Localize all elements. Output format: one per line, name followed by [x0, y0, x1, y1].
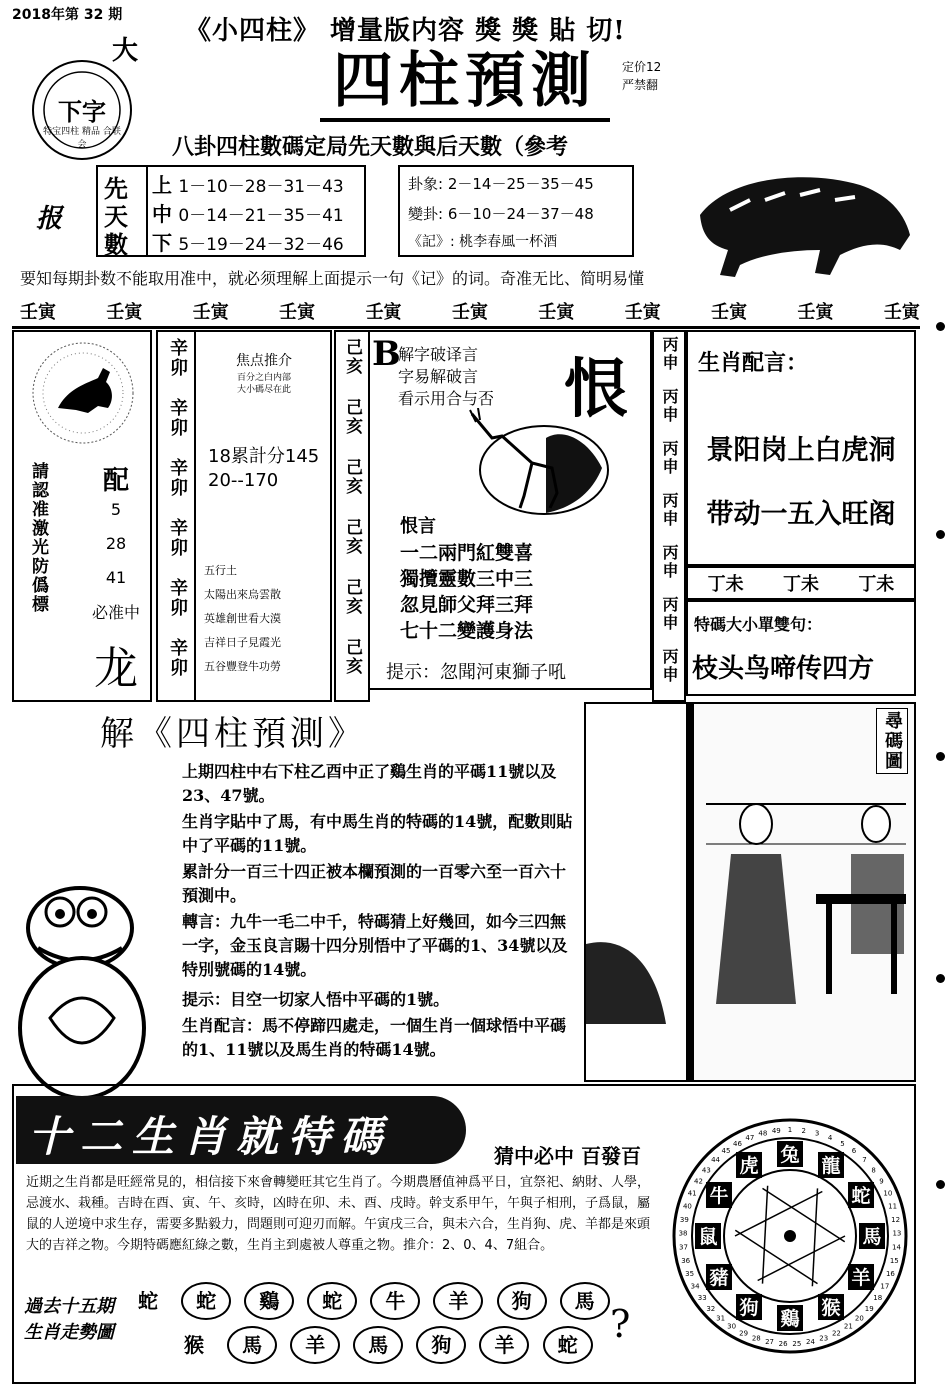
wheel-number: 47	[745, 1133, 755, 1142]
renyin-row	[20, 298, 920, 324]
wheel-zodiac-label: 馬	[862, 1226, 882, 1248]
bottom-slogan: 猜中必中 百發百	[494, 1144, 641, 1168]
wheel-number: 6	[851, 1147, 857, 1156]
focus-range: 20--170	[208, 470, 279, 491]
wheel-number: 8	[871, 1166, 876, 1175]
jihai-column	[334, 330, 370, 702]
scene-illustration	[586, 704, 914, 1080]
jie-paragraph-1: 上期四柱中右下柱乙酉中正了鷄生肖的平碼11號以及23、47號。	[182, 762, 557, 805]
tiger-illustration	[690, 155, 920, 280]
wheel-number: 38	[678, 1229, 688, 1238]
wheel-number: 12	[891, 1215, 901, 1224]
wheel-zodiac-label: 羊	[851, 1267, 871, 1289]
gua-nums-2: 6－10－24－37－48	[447, 205, 594, 223]
bingshen-2: 丙申	[660, 388, 679, 424]
zodiac-row2-item-1: 猴	[184, 1333, 204, 1357]
wheel-number: 13	[892, 1229, 902, 1238]
wheel-zodiac-label: 豬	[709, 1267, 729, 1289]
jie-paragraph-5: 提示：目空一切家人悟中平碼的1號。	[182, 990, 450, 1009]
special-title: 特碼大小單雙句：	[694, 615, 823, 634]
ji-line: 《記》: 桃李春風一杯酒	[408, 234, 558, 250]
wheel-zodiac-label: 兔	[780, 1144, 800, 1166]
focus-panel	[196, 330, 332, 702]
wheel-number: 23	[819, 1334, 829, 1343]
wheel-number: 44	[711, 1156, 721, 1165]
xinmao-2: 辛卯	[167, 398, 188, 438]
verify-text: 請認准激光防僞標	[28, 462, 48, 614]
table-row-middle	[152, 198, 344, 227]
main-title: 四柱預測	[333, 46, 597, 116]
wheel-number: 11	[888, 1202, 898, 1211]
zodiac-row2-item-2: 馬	[227, 1326, 277, 1364]
renyin-11: 壬寅	[883, 302, 920, 323]
b-letter: B	[372, 334, 401, 374]
scan-dot-1	[936, 322, 945, 331]
b-line-2: 字易解破言	[398, 367, 479, 386]
top-banner: 《小四柱》 增量版内容 獎 獎 貼 切!	[185, 16, 626, 46]
jie-paragraph-3: 累計分一百三十四正被本欄預測的一百零六至一百六十預測中。	[182, 862, 567, 905]
bingshen-7: 丙申	[660, 648, 679, 684]
wheel-number: 3	[814, 1129, 820, 1138]
hen-line-3: 忽見師父拜三拜	[400, 594, 534, 616]
renyin-10: 壬寅	[797, 302, 834, 323]
zodiac-row1-item-5: 牛	[370, 1282, 420, 1320]
row-pos-middle: 中	[152, 202, 172, 226]
bingshen-5: 丙申	[660, 544, 679, 580]
wheel-number: 22	[831, 1329, 841, 1338]
bottom-banner: 十二生肖就特碼	[28, 1112, 393, 1161]
focus-sub-2: 大小碼尽在此	[236, 385, 291, 395]
wheel-number: 10	[883, 1189, 893, 1198]
wheel-zodiac-label: 龍	[821, 1154, 841, 1177]
scene-sign: 尋碼圖	[876, 708, 908, 774]
renyin-1: 壬寅	[20, 302, 56, 323]
wheel-number: 2	[801, 1126, 806, 1135]
zodiac-saying-title: 生肖配言：	[698, 350, 809, 376]
zodiac-row1-item-7: 狗	[497, 1282, 547, 1320]
bingshen-1: 丙申	[660, 336, 679, 372]
horse-emblem	[28, 338, 138, 448]
jihai-2: 己亥	[342, 398, 362, 436]
xinmao-4: 辛卯	[167, 518, 188, 558]
zodiac-saying-box	[686, 330, 916, 566]
dingwei-row	[686, 566, 916, 600]
zodiac-row-2	[184, 1326, 597, 1364]
scan-dot-2	[936, 530, 945, 539]
corner-char-top: 大	[112, 36, 139, 66]
wheel-zodiac-label: 虎	[739, 1154, 759, 1177]
wuxing-line-4: 五谷豐登牛功勞	[204, 660, 281, 673]
wheel-number: 18	[873, 1294, 883, 1303]
renyin-3: 壬寅	[192, 302, 229, 323]
jihai-5: 己亥	[342, 578, 362, 616]
stamp-center-text: 下字	[58, 97, 106, 126]
price-text-2: 严禁翻	[622, 78, 659, 92]
hen-hint: 提示：忽聞河東獅子吼	[386, 662, 566, 683]
wheel-number: 32	[706, 1304, 716, 1313]
deer-illustration	[462, 408, 612, 518]
notice-line: 要知每期卦数不能取用准中，就必须理解上面提示一句《记》的词。奇准无比、简明易懂	[20, 269, 645, 288]
wheel-number: 35	[685, 1269, 695, 1278]
dingwei-1: 丁未	[707, 574, 744, 595]
zodiac-row2-item-5: 狗	[416, 1326, 466, 1364]
wheel-number: 31	[716, 1314, 726, 1323]
xinmao-3: 辛卯	[167, 458, 188, 498]
wheel-number: 46	[733, 1139, 742, 1148]
wheel-number: 7	[862, 1156, 867, 1165]
b-section	[370, 330, 652, 690]
long-char: 龙	[94, 643, 138, 694]
bingshen-4: 丙申	[660, 492, 679, 528]
zodiac-row2-item-6: 羊	[479, 1326, 529, 1364]
b-line-3: 看示用合与否	[398, 389, 495, 408]
zodiac-row1-item-4: 蛇	[307, 1282, 357, 1320]
dingwei-3: 丁未	[858, 574, 895, 595]
row-pos-upper: 上	[152, 173, 172, 197]
past-label-1: 過去十五期	[24, 1296, 114, 1317]
pei-number-2: 28	[105, 534, 127, 553]
hen-title: 恨言	[400, 516, 436, 537]
renyin-8: 壬寅	[624, 302, 661, 323]
zodiac-row1-item-3: 鷄	[244, 1282, 294, 1320]
focus-sub-1: 百分之白内部	[236, 373, 291, 383]
wheel-number: 9	[879, 1177, 884, 1186]
gua-box	[398, 165, 634, 257]
bingshen-6: 丙申	[660, 596, 679, 632]
zodiac-row2-item-4: 馬	[353, 1326, 403, 1364]
title-underline	[320, 118, 610, 122]
row-nums-upper: 1－10－28－31－43	[178, 177, 344, 197]
jie-title: 解《四柱預測》	[100, 714, 366, 754]
wheel-number: 24	[805, 1338, 815, 1347]
gua-row-2: 變卦: 6－10－24－37－48	[408, 205, 594, 223]
zodiac-row1-item-6: 羊	[433, 1282, 483, 1320]
wuxing-line-3: 吉祥日子見霞光	[204, 636, 281, 649]
wheel-number: 48	[758, 1129, 768, 1138]
wheel-number: 49	[771, 1126, 781, 1135]
wheel-number: 17	[880, 1282, 890, 1291]
zodiac-wheel	[670, 1116, 910, 1356]
wheel-number: 36	[681, 1256, 691, 1265]
wheel-number: 1	[787, 1126, 793, 1134]
divider-top	[12, 326, 920, 329]
gua-label-1: 卦象	[408, 175, 439, 193]
wheel-number: 37	[679, 1243, 688, 1252]
wheel-zodiac-label: 猴	[821, 1297, 841, 1320]
zodiac-row2-item-3: 羊	[290, 1326, 340, 1364]
wheel-number: 5	[840, 1139, 845, 1148]
focus-score: 18累計分145	[208, 446, 320, 467]
wheel-number: 30	[727, 1322, 737, 1331]
xinmao-1: 辛卯	[167, 338, 188, 378]
wheel-number: 41	[687, 1189, 697, 1198]
wheel-zodiac-label: 狗	[739, 1297, 759, 1320]
scan-dot-3	[936, 752, 945, 761]
scan-dot-4	[936, 974, 945, 983]
wheel-center	[784, 1230, 796, 1242]
wheel-number: 34	[690, 1282, 700, 1291]
scene-picture	[584, 702, 916, 1082]
renyin-2: 壬寅	[106, 302, 143, 323]
wheel-number: 15	[889, 1256, 899, 1265]
focus-title: 焦点推介	[236, 353, 292, 369]
wuxing-line-2: 英雄創世看大漠	[204, 612, 281, 625]
wheel-number: 26	[778, 1339, 788, 1348]
left-panel	[12, 330, 152, 702]
jie-paragraph-6: 生肖配言：馬不停蹄四處走，一個生肖一個球悟中平碼的1、11號以及馬生肖的特碼14號。	[182, 1016, 567, 1059]
gua-row-1: 卦象: 2－14－25－35－45	[408, 175, 594, 193]
wheel-zodiac-label: 鼠	[698, 1226, 718, 1248]
gua-nums-1: 2－14－25－35－45	[447, 175, 594, 193]
renyin-4: 壬寅	[279, 302, 316, 323]
jihai-1: 己亥	[342, 338, 362, 376]
row-nums-middle: 0－14－21－35－41	[178, 206, 344, 226]
wheel-number: 27	[765, 1338, 775, 1347]
wheel-number: 14	[892, 1243, 901, 1252]
official-stamp	[32, 60, 132, 160]
bingshen-3: 丙申	[660, 440, 679, 476]
wheel-number: 42	[694, 1177, 703, 1186]
jihai-6: 己亥	[342, 638, 362, 676]
row-nums-lower: 5－19－24－32－46	[178, 235, 344, 255]
bingshen-column	[652, 330, 686, 702]
hen-line-2: 獨攬靈數三中三	[400, 568, 534, 590]
wheel-zodiac-label: 鷄	[780, 1308, 800, 1330]
wheel-number: 28	[751, 1334, 761, 1343]
pei-number-1: 5	[110, 500, 122, 519]
zodiac-row1-item-8: 馬	[560, 1282, 610, 1320]
zodiac-saying-line-1: 景阳岗上白虎洞	[706, 435, 896, 466]
pei-number-3: 41	[105, 568, 127, 587]
jie-paragraph-4: 轉言：九牛一毛二中千，特碼猜上好幾回，如今三四無一字，金玉良言賜十四分別悟中了平碼的1、34號以及特別號碼的14號。	[182, 912, 568, 979]
subtitle: 八卦四柱數碼定局先天數與后天數（參考	[172, 134, 569, 160]
bottom-paragraph: 近期之生肖都是旺經常見的，相信接下來會轉變旺其它生肖了。今期農曆值神爲平日，宜祭祀、納財、人學，忌渡水、栽種。吉時在酉、寅、午、亥時，凶時在卯、未、酉、戌時。幹支系甲午，午與子相刑，子爲鼠，屬鼠的人逆境中求生存，需要多點毅力，問題則可迎刃而解。午寅戌三合，與未六合，生肖狗、虎、羊都是來頭大的吉祥之物。今期特碼應紅綠之數，生肖主到處被人尊重之物。推介：2、0、4、7組合。	[26, 1175, 651, 1253]
wheel-number: 21	[843, 1322, 853, 1331]
scan-dot-5	[936, 1180, 945, 1189]
zodiac-row2-item-7: 蛇	[543, 1326, 593, 1364]
renyin-9: 壬寅	[711, 302, 748, 323]
bizhun-text: 必准中	[91, 603, 140, 622]
zodiac-saying-line-2: 带动一五入旺阁	[706, 499, 896, 530]
bottom-section	[12, 1084, 916, 1384]
price-text-1: 定价12	[622, 60, 662, 74]
b-line-1: 解字破译言	[398, 345, 479, 364]
hen-line-1: 一二兩門紅雙喜	[400, 542, 534, 564]
row-pos-lower: 下	[152, 231, 172, 255]
side-label-tian: 天	[104, 202, 128, 231]
renyin-6: 壬寅	[451, 302, 488, 323]
stamp-ring-text: 特宝四柱 精品 合联会	[43, 127, 121, 150]
dingwei-2: 丁未	[782, 574, 819, 595]
special-code-box	[686, 600, 916, 696]
issue-label: 2018年第 32 期	[12, 7, 123, 23]
renyin-5: 壬寅	[365, 302, 402, 323]
special-line: 枝头鸟啼传四方	[692, 654, 875, 684]
table-row-upper	[152, 169, 344, 198]
jihai-3: 己亥	[342, 458, 362, 496]
zodiac-row1-item-2: 蛇	[181, 1282, 231, 1320]
side-label-shu: 數	[104, 230, 128, 259]
xinmao-5: 辛卯	[167, 578, 188, 618]
wheel-number: 25	[792, 1339, 802, 1348]
pei-label: 配	[102, 466, 129, 496]
xinmao-6: 辛卯	[167, 638, 188, 678]
wheel-number: 45	[721, 1147, 731, 1156]
wheel-number: 29	[739, 1329, 749, 1338]
jihai-4: 己亥	[342, 518, 362, 556]
gua-label-2: 變卦	[408, 205, 439, 223]
xinmao-column	[156, 330, 196, 702]
wuxing-line-1: 太陽出來烏雲散	[204, 588, 281, 601]
wheel-number: 20	[854, 1314, 864, 1323]
wheel-number: 43	[701, 1166, 711, 1175]
question-mark: ?	[610, 1302, 631, 1346]
zodiac-row-1	[138, 1282, 614, 1320]
wheel-number: 4	[827, 1133, 833, 1142]
wheel-zodiac-label: 牛	[709, 1185, 729, 1207]
corner-char-bottom: 报	[36, 204, 63, 234]
hen-line-4: 七十二變護身法	[400, 620, 534, 642]
wheel-zodiac-label: 蛇	[851, 1185, 871, 1207]
jie-paragraph-2: 生肖字貼中了馬，有中馬生肖的特碼的14號，配數則貼中了平碼的11號。	[182, 812, 573, 855]
past-label-2: 生肖走勢圖	[24, 1322, 114, 1343]
renyin-7: 壬寅	[538, 302, 575, 323]
number-table	[96, 165, 366, 257]
hen-big-char: 恨	[564, 352, 628, 427]
wheel-number: 39	[679, 1215, 689, 1224]
table-row-lower	[152, 227, 344, 256]
wheel-number: 33	[697, 1294, 707, 1303]
wheel-number: 16	[885, 1269, 895, 1278]
zodiac-row1-item-1: 蛇	[138, 1289, 158, 1313]
side-label-xian: 先	[104, 174, 128, 203]
wheel-number: 40	[682, 1202, 692, 1211]
wheel-number: 19	[864, 1304, 874, 1313]
wuxing-title: 五行土	[204, 564, 237, 577]
